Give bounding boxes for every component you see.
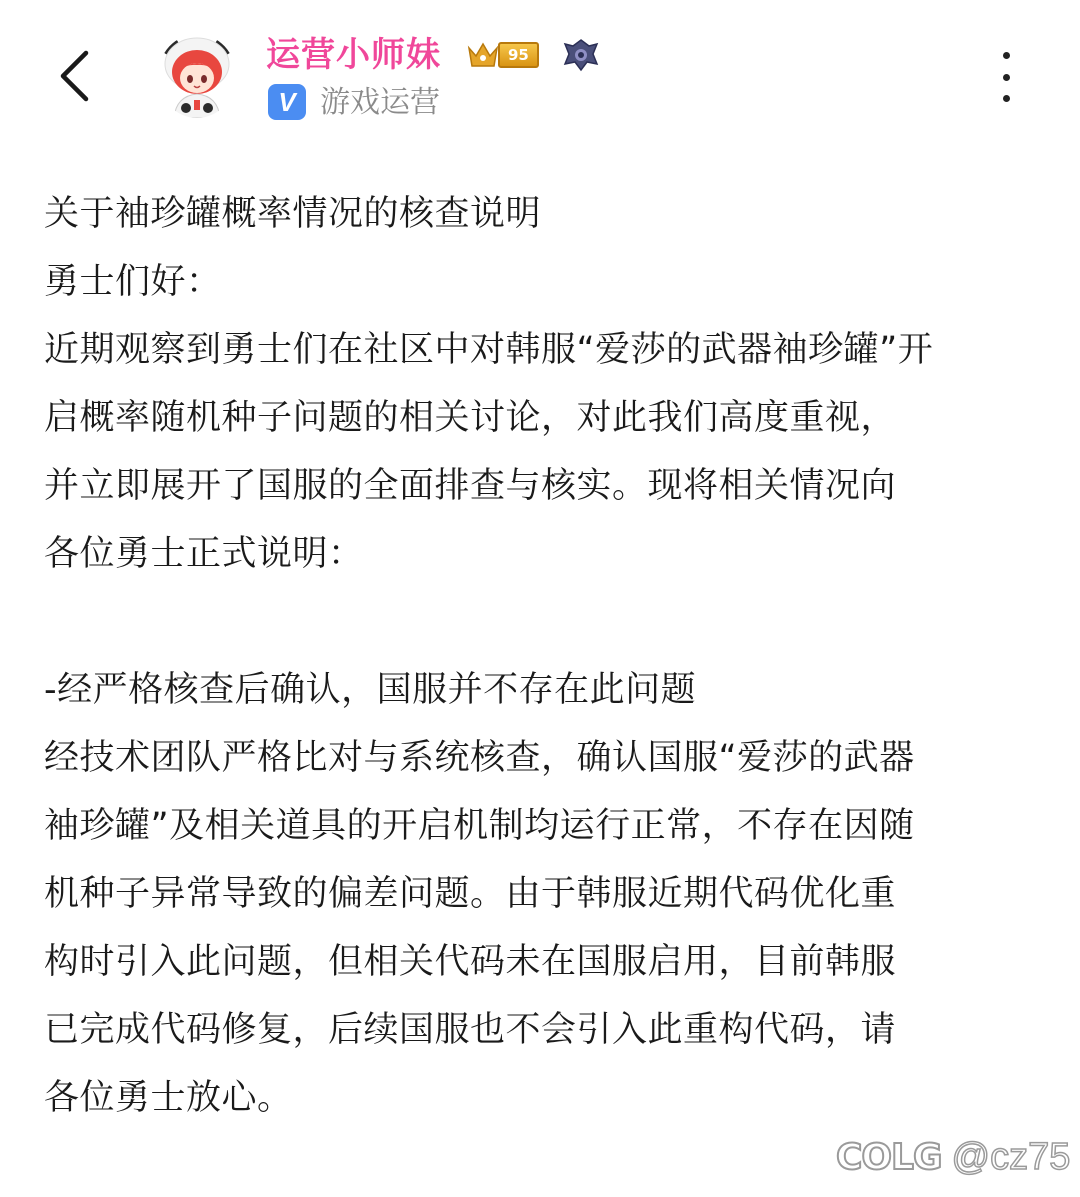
back-arrow-icon — [58, 50, 90, 102]
avatar[interactable] — [158, 34, 236, 118]
user-title: 游戏运营 — [320, 85, 440, 120]
level-badge — [466, 40, 539, 70]
rank-emblem-icon — [562, 38, 600, 72]
watermark — [836, 1132, 1070, 1182]
post-line: 启概率随机种子问题的相关讨论，对此我们高度重视， — [44, 398, 897, 438]
watermark-logo: COLG — [836, 1136, 942, 1178]
avatar-image — [158, 34, 236, 118]
post-line: 经技术团队严格比对与系统核查，确认国服“爱莎的武器 — [44, 738, 915, 778]
watermark-handle: @cz75 — [951, 1135, 1071, 1178]
post-line: 已完成代码修复，后续国服也不会引入此重构代码，请 — [44, 1010, 897, 1050]
post-header — [0, 0, 1080, 150]
post-line: 并立即展开了国服的全面排查与核实。现将相关情况向 — [44, 466, 897, 506]
more-vertical-icon — [1003, 52, 1010, 59]
post-line: 近期观察到勇士们在社区中对韩服“爱莎的武器袖珍罐”开 — [44, 330, 934, 370]
level-number: 95 — [498, 42, 539, 68]
username[interactable]: 运营小师妹 — [266, 35, 441, 75]
more-options-button[interactable] — [990, 52, 1022, 102]
post-line: 构时引入此问题，但相关代码未在国服启用，目前韩服 — [44, 942, 897, 982]
crown-level-icon — [466, 40, 500, 70]
post-line: -经严格核查后确认，国服并不存在此问题 — [44, 670, 697, 710]
post-title: 关于袖珍罐概率情况的核查说明 — [44, 194, 542, 234]
post-content — [44, 180, 1044, 1132]
post-line: 各位勇士正式说明： — [44, 534, 364, 574]
back-button[interactable] — [44, 38, 104, 114]
post-line: 袖珍罐”及相关道具的开启机制均运行正常，不存在因随 — [44, 806, 915, 846]
post-line: 机种子异常导致的偏差问题。由于韩服近期代码优化重 — [44, 874, 897, 914]
post-line: 勇士们好： — [44, 262, 222, 302]
verified-icon: V — [268, 84, 306, 120]
post-line: 各位勇士放心。 — [44, 1078, 293, 1118]
post-blank-line — [44, 588, 1044, 656]
